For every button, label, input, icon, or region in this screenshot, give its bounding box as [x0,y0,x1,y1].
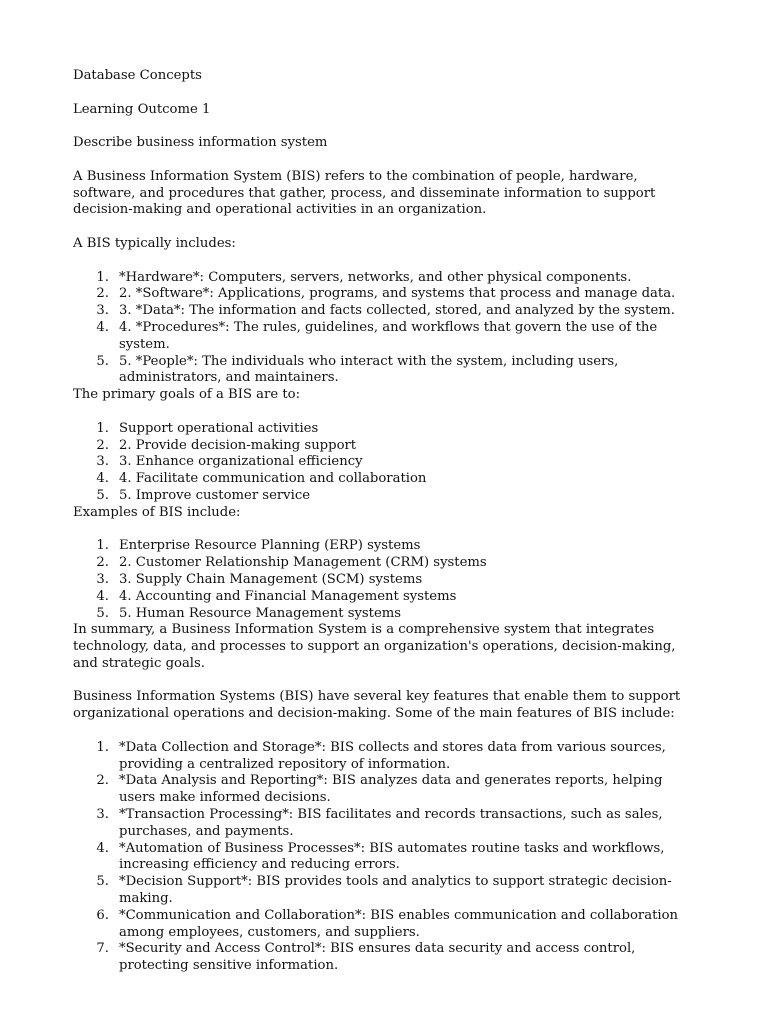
list-text: *Transaction Processing*: BIS facilitates and records transactions, such as sales, purchases, and payments. [119,807,663,839]
summary-paragraph: In summary, a Business Information System is a comprehensive system that integrates technology, data, and processes to support an organization's operations, decision-making, and strategic goals. [73,622,676,671]
list-number: 3. [96,454,109,470]
list-number: 2. [96,555,109,571]
includes-heading: A BIS typically includes: [73,235,236,251]
list-number: 4. [96,471,109,487]
list-item [73,572,701,589]
document-page [73,68,701,975]
list-text: 4. Facilitate communication and collaboration [119,471,427,487]
list-text: *Communication and Collaboration*: BIS enables communication and collaboration among employees, customers, and suppliers. [119,907,679,940]
list-item [73,320,701,354]
learning-outcome: Learning Outcome 1 [73,101,211,117]
list-text: 3. *Data*: The information and facts collected, stored, and analyzed by the system. [119,303,675,319]
list-number: 6. [96,907,109,923]
list-text: *Automation of Business Processes*: BIS automates routine tasks and workflows, increasing efficiency and reducing errors. [119,840,665,873]
list-item [73,303,701,320]
list-item [73,438,701,455]
list-number: 1. [96,739,109,755]
list-text: 2. Provide decision-making support [119,437,357,453]
list-text: *Hardware*: Computers, servers, networks, and other physical components. [119,269,632,285]
list-text: 4. *Procedures*: The rules, guidelines, and workflows that govern the use of the system. [119,319,658,352]
list-number: 2. [96,437,109,453]
list-text: *Data Collection and Storage*: BIS collects and stores data from various sources, providing a centralized repository of information. [119,739,666,772]
includes-list [73,270,701,388]
list-number: 5. [96,874,109,890]
list-number: 2. [96,773,109,789]
list-text: 5. Human Resource Management systems [119,605,402,621]
list-number: 3. [96,303,109,319]
list-item [73,908,701,942]
list-text: Enterprise Resource Planning (ERP) systems [119,538,421,554]
list-text: *Security and Access Control*: BIS ensures data security and access control, protecting sensitive information. [119,941,636,974]
list-text: 3. Supply Chain Management (SCM) systems [119,571,423,587]
list-number: 4. [96,319,109,335]
list-item [73,286,701,303]
list-item [73,454,701,471]
list-item [73,589,701,606]
list-number: 7. [96,941,109,957]
list-item [73,471,701,488]
list-text: 4. Accounting and Financial Management systems [119,588,457,604]
list-text: 2. Customer Relationship Management (CRM) systems [119,555,487,571]
goals-heading: The primary goals of a BIS are to: [73,387,301,403]
task-heading: Describe business information system [73,135,328,151]
list-number: 2. [96,286,109,302]
list-item [73,606,701,623]
list-item [73,354,701,388]
list-number: 4. [96,588,109,604]
list-text: *Decision Support*: BIS provides tools and analytics to support strategic decision-making. [119,874,672,907]
list-number: 1. [96,538,109,554]
examples-heading: Examples of BIS include: [73,504,241,520]
list-number: 5. [96,353,109,369]
list-item [73,740,701,774]
list-item [73,270,701,287]
list-text: Support operational activities [119,420,319,436]
list-text: *Data Analysis and Reporting*: BIS analyzes data and generates reports, helping users make informed decisions. [119,773,663,806]
list-number: 1. [96,269,109,285]
list-item [73,421,701,438]
list-number: 3. [96,571,109,587]
features-intro: Business Information Systems (BIS) have several key features that enable them to support organizational operations and decision-making. Some of the main features of BIS include: [73,689,681,722]
list-item [73,773,701,807]
intro-paragraph: A Business Information System (BIS) refers to the combination of people, hardware, software, and procedures that gather, process, and disseminate information to support decision-making and operational activities in an organization. [73,168,656,218]
examples-list [73,538,701,622]
list-item [73,807,701,841]
list-item [73,555,701,572]
list-number: 1. [96,420,109,436]
list-number: 3. [96,807,109,823]
list-number: 4. [96,840,109,856]
list-text: 2. *Software*: Applications, programs, and systems that process and manage data. [119,286,676,302]
list-number: 5. [96,487,109,503]
list-item [73,941,701,975]
list-text: 5. *People*: The individuals who interact with the system, including users, administrators, and maintainers. [119,353,619,386]
list-text: 3. Enhance organizational efficiency [119,454,363,470]
features-list [73,740,701,975]
document-title: Database Concepts [73,68,202,83]
goals-list [73,421,701,505]
list-item [73,538,701,555]
list-text: 5. Improve customer service [119,487,311,503]
list-number: 5. [96,605,109,621]
list-item [73,874,701,908]
list-item [73,488,701,505]
list-item [73,841,701,875]
